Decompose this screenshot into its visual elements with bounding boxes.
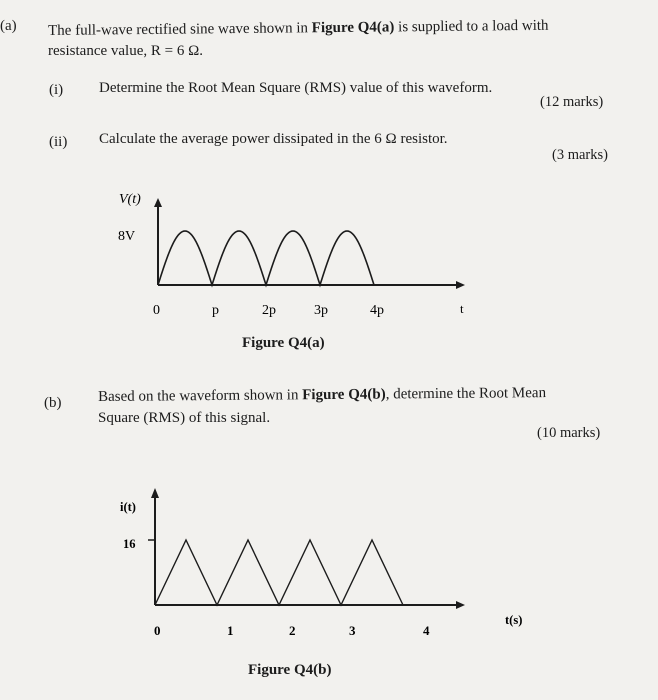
part-a-label: (a) (0, 18, 17, 34)
peak-label-b: 16 (123, 537, 136, 551)
x-tick-label-b: 0 (154, 623, 161, 638)
waveform-a-line (158, 231, 374, 285)
x-tick-label-b: 4 (423, 623, 430, 638)
part-a-intro-1c: is supplied to a load with (394, 17, 549, 36)
part-a-intro-line-2: resistance value, R = 6 Ω. (48, 43, 203, 59)
part-b-text-1a: Based on the waveform shown in (98, 387, 303, 405)
x-tick-label-b: 2 (289, 623, 296, 638)
part-b-text-line-2: Square (RMS) of this signal. (98, 410, 271, 426)
x-tick-label-a: 0 (153, 303, 160, 318)
x-axis-label-a: t (460, 301, 464, 316)
peak-label-a: 8V (118, 229, 136, 244)
q2-label: (ii) (49, 134, 68, 150)
q2-text: Calculate the average power dissipated in the 6 Ω resistor. (99, 131, 448, 147)
x-tick-label-a: 3p (314, 303, 328, 318)
part-a-intro-1a: The full-wave rectified sine wave shown in (48, 20, 312, 39)
figure-q4b-caption: Figure Q4(b) (248, 662, 332, 678)
q1-marks: (12 marks) (540, 94, 604, 110)
q1-text: Determine the Root Mean Square (RMS) value of this waveform. (99, 80, 493, 96)
part-b-marks: (10 marks) (537, 425, 601, 441)
q1-label: (i) (49, 82, 64, 98)
part-b-text-1b: Figure Q4(b) (302, 386, 386, 404)
x-axis-label-b: t(s) (505, 613, 523, 627)
x-tick-label-a: p (212, 303, 219, 318)
part-b-text-1c: , determine the Root Mean (385, 385, 547, 403)
q2-marks: (3 marks) (552, 147, 608, 163)
x-tick-label-b: 3 (349, 623, 356, 638)
x-tick-label-a: 4p (370, 303, 384, 318)
waveform-b-line (155, 540, 403, 605)
x-axis-arrow (456, 281, 465, 289)
x-axis-arrow (456, 601, 465, 609)
y-axis-arrow (154, 198, 162, 207)
y-axis-label-a: V(t) (119, 192, 141, 207)
figure-q4a-caption: Figure Q4(a) (242, 335, 325, 351)
y-axis-arrow (151, 488, 159, 498)
part-b-label: (b) (44, 395, 62, 411)
y-axis-label-b: i(t) (120, 500, 136, 514)
part-a-intro-1b: Figure Q4(a) (311, 19, 395, 37)
x-tick-label-a: 2p (262, 303, 276, 318)
x-tick-label-b: 1 (227, 623, 234, 638)
